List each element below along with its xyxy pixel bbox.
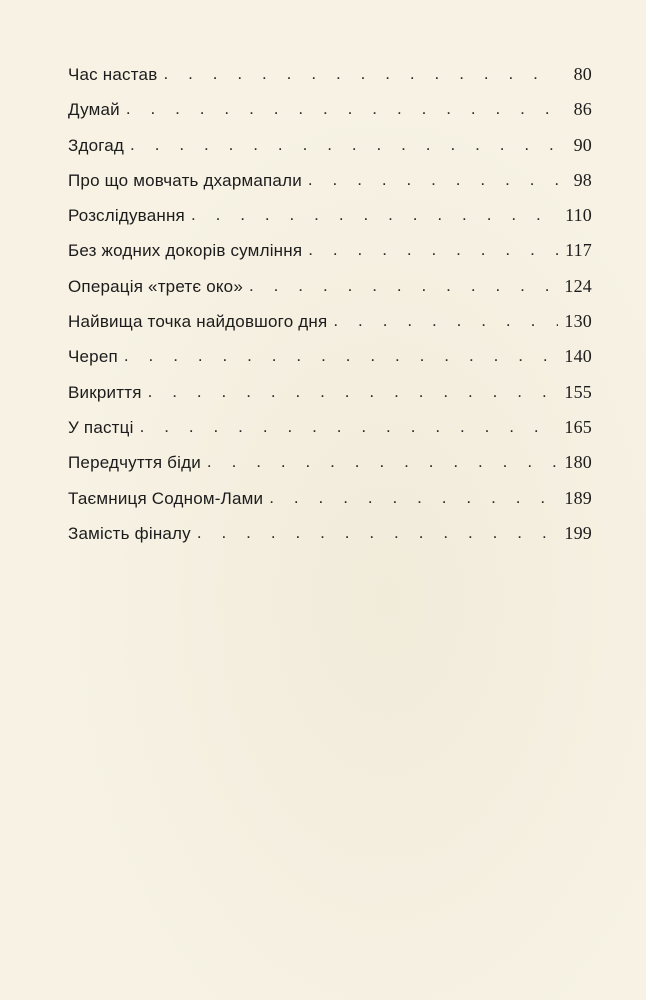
toc-entry (68, 276, 592, 311)
toc-entry-page-number: 90 (573, 134, 592, 155)
toc-entry-title: Таємниця Содном-Лами (68, 488, 264, 508)
toc-entry-title: Думай (68, 100, 120, 120)
toc-entry-title: Викриття (68, 382, 142, 402)
toc-entry (68, 382, 592, 417)
dot-leader (249, 276, 558, 296)
toc-entry (68, 417, 592, 452)
toc-entry-title: Здогад (68, 135, 125, 155)
dot-leader (148, 382, 558, 402)
toc-entry-page-number: 98 (573, 169, 592, 190)
toc-entry (68, 311, 592, 346)
toc-entry (68, 488, 592, 523)
toc-entry-title: Замість фіналу (68, 523, 191, 543)
toc-entry-title: Найвища точка найдовшого дня (68, 312, 328, 332)
dot-leader (207, 452, 558, 472)
toc-entry-title: Операція «третє око» (68, 276, 243, 296)
toc-entry-page-number: 117 (565, 240, 592, 261)
toc-entry-page-number: 165 (564, 416, 592, 437)
dot-leader (269, 488, 558, 508)
toc-entry (68, 64, 592, 99)
toc-entry-title: Розслідування (68, 206, 185, 226)
toc-entry-title: У пастці (68, 417, 134, 437)
toc-entry (68, 346, 592, 381)
toc-entry-page-number: 130 (564, 311, 592, 332)
toc-entry-page-number: 155 (564, 381, 592, 402)
dot-leader (163, 64, 558, 84)
dot-leader (191, 205, 558, 225)
toc-entry-title: Передчуття біди (68, 453, 201, 473)
toc-entry-page-number: 199 (564, 522, 592, 543)
toc-entry-page-number: 180 (564, 452, 592, 473)
toc-entry (68, 135, 592, 170)
toc-entry-title: Без жодних докорів сумління (68, 241, 303, 261)
dot-leader (333, 311, 558, 331)
toc-entry-title: Череп (68, 347, 118, 367)
toc-entry (68, 240, 592, 275)
dot-leader (197, 523, 558, 543)
dot-leader (126, 99, 558, 119)
toc-entry-title: Про що мовчать дхармапали (68, 170, 302, 190)
toc-entry (68, 170, 592, 205)
toc-entry-page-number: 124 (564, 275, 592, 296)
dot-leader (308, 240, 558, 260)
toc-entry-page-number: 189 (564, 487, 592, 508)
toc-entry (68, 205, 592, 240)
dot-leader (130, 135, 558, 155)
toc-entry-page-number: 80 (573, 64, 592, 84)
dot-leader (124, 346, 558, 366)
dot-leader (140, 417, 558, 437)
toc-entry-title: Час настав (68, 65, 158, 84)
toc-entry-page-number: 110 (565, 205, 592, 226)
dot-leader (308, 170, 558, 190)
table-of-contents (68, 64, 592, 558)
toc-entry (68, 452, 592, 487)
toc-entry (68, 99, 592, 134)
toc-entry-page-number: 86 (573, 99, 592, 120)
toc-entry (68, 523, 592, 558)
toc-entry-page-number: 140 (564, 346, 592, 367)
